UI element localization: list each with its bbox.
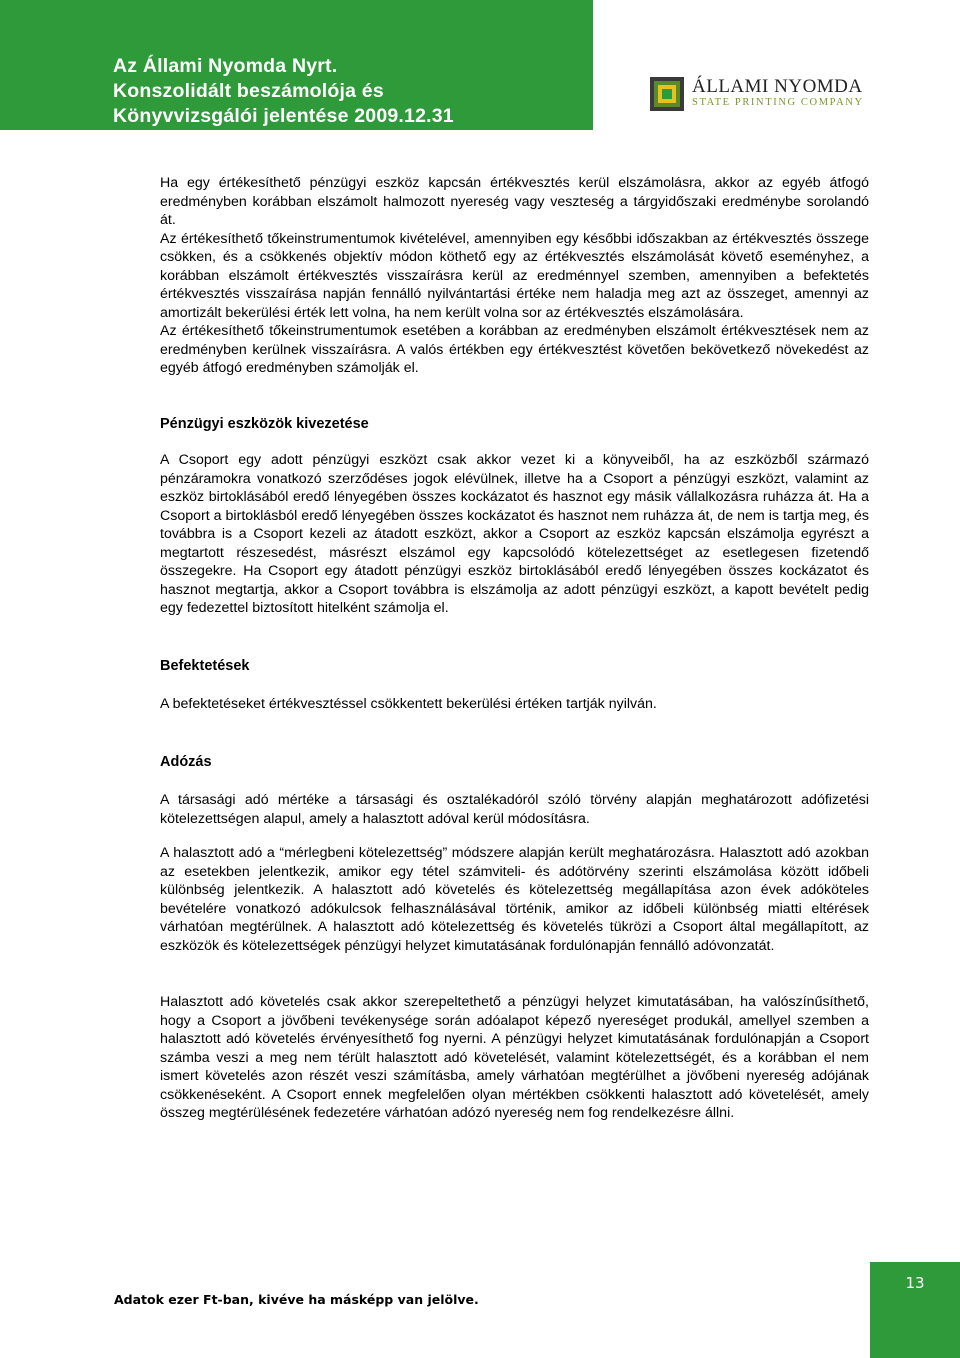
paragraph: Ha egy értékesíthető pénzügyi eszköz kapcsán értékvesztés kerül elszámolásra, akkor az egyéb átfogó eredményben korábban elszámolt halmozott nyereség vagy veszteség a tárgyidőszaki eredménybe sorolandó át. xyxy=(160,175,869,228)
section-heading: Adózás xyxy=(160,753,212,770)
paragraph: A halasztott adó a “mérlegbeni kötelezettség” módszere alapján került meghatározásra. Halasztott adó azokban az esetekben jelentkezik, amikor egy tétel számviteli- és adótörvény szerinti elszámolása között időbeli különbség jelentkezik. A halasztott adó követelés és kötelezettség megállapítása azon évek adóköteles bevételére vonatkozó adókulcsok felhasználásával történik, amikor az időbeli különbség miatti eltérések várhatóan megtérülnek. A halasztott adó kötelezettség és követelés tükrözi a Csoport által megállapított, az eszközök és kötelezettségek pénzügyi helyzet kimutatásának fordulónapján fennálló adóvonzatát. xyxy=(160,845,869,954)
header-band xyxy=(0,0,593,130)
document-body xyxy=(160,174,869,1123)
paragraph: Az értékesíthető tőkeinstrumentumok kivételével, amennyiben egy későbbi időszakban az értékvesztés összege csökken, és a csökkenés objektív módon köthető egy az értékvesztés elszámolását követő eseményhez, a korábban elszámolt értékvesztés visszaírásra kerül az eredménnyel szemben, amennyiben a befektetés értékvesztés visszaírása napján fennálló nyilvántartási értéke nem haladja meg azt az összeget, amennyi az amortizált bekerülési érték lett volna, ha nem került volna sor az értékvesztés elszámolására. xyxy=(160,230,869,321)
report-title-line-1: Az Állami Nyomda Nyrt. xyxy=(113,55,338,77)
section-heading: Befektetések xyxy=(160,657,250,674)
company-logo xyxy=(650,75,864,115)
footer-note: Adatok ezer Ft-ban, kivéve ha másképp van jelölve. xyxy=(114,1292,479,1307)
logo-name: ÁLLAMI NYOMDA xyxy=(692,76,863,97)
report-title xyxy=(113,54,454,129)
page-number: 13 xyxy=(905,1274,925,1292)
paragraph: Az értékesíthető tőkeinstrumentumok esetében a korábban az eredményben elszámolt értékvesztések nem az eredményben kerülnek visszaírásra. A valós értékben egy értékvesztést követően bekövetkező növekedést az egyéb átfogó eredményben számolják el. xyxy=(160,323,869,376)
paragraph: A befektetéseket értékvesztéssel csökkentett bekerülési értéken tartják nyilván. xyxy=(160,696,657,712)
report-title-line-3: Könyvvizsgálói jelentése 2009.12.31 xyxy=(113,105,454,127)
report-title-line-2: Konszolidált beszámolója és xyxy=(113,80,384,102)
logo-subtitle: STATE PRINTING COMPANY xyxy=(692,97,864,108)
section-heading: Pénzügyi eszközök kivezetése xyxy=(160,415,369,432)
page-number-box xyxy=(870,1262,960,1358)
paragraph: A társasági adó mértéke a társasági és osztalékadóról szóló törvény alapján meghatározott adófizetési kötelezettségen alapul, amely a halasztott adóval kerül módosításra. xyxy=(160,792,869,827)
paragraph: A Csoport egy adott pénzügyi eszközt csak akkor vezet ki a könyveiből, ha az eszközből származó pénzáramokra vonatkozó szerződéses jogok elévülnek, illetve ha a Csoport a pénzügyi eszközt, valamint az eszköz birtoklásából eredő lényegében összes kockázatot és hasznot egy másik vállalkozásra ruházza át. Ha a Csoport a birtoklásból eredő lényegében összes kockázatot és hasznot nem ruházza át, de nem is tartja meg, és továbbra is a Csoport kezeli az átadott eszközt, akkor a Csoport az eszköz kapcsán elszámolja egyrészt a megtartott részesedést, másrészt elszámol egy kapcsolódó kötelezettséget az esetlegesen fizetendő összegekre. Ha Csoport egy átadott pénzügyi eszköz birtoklásából eredő lényegében összes kockázatot és hasznot megtartja, akkor a Csoport továbbra is elszámolja az adott pénzügyi eszközt, a kapott bevételt pedig egy fedezettel biztosított hitelként számolja el. xyxy=(160,452,869,616)
logo-mark-icon xyxy=(650,77,684,111)
paragraph: Halasztott adó követelés csak akkor szerepeltethető a pénzügyi helyzet kimutatásában, ha valószínűsíthető, hogy a Csoport a jövőbeni tevékenysége során adóalapot képező nyereséget produkál, amellyel szemben a halasztott adó követelés érvényesíthető fog nyerni. A pénzügyi helyzet kimutatásának fordulónapján a Csoport számba veszi a meg nem térült halasztott adó követelését, valamint kötelezettségét, és a korábban el nem ismert követelés azon részét veszi számításba, amely várhatóan megtérülhet a jövőbeni nyereség adójának csökkenéseként. A Csoport ennek megfelelően olyan mértékben csökkenti halasztott adó követelését, amely összeg megtérülésének fedezetére várhatóan adózó nyereség nem fog rendelkezésre állni. xyxy=(160,994,869,1121)
